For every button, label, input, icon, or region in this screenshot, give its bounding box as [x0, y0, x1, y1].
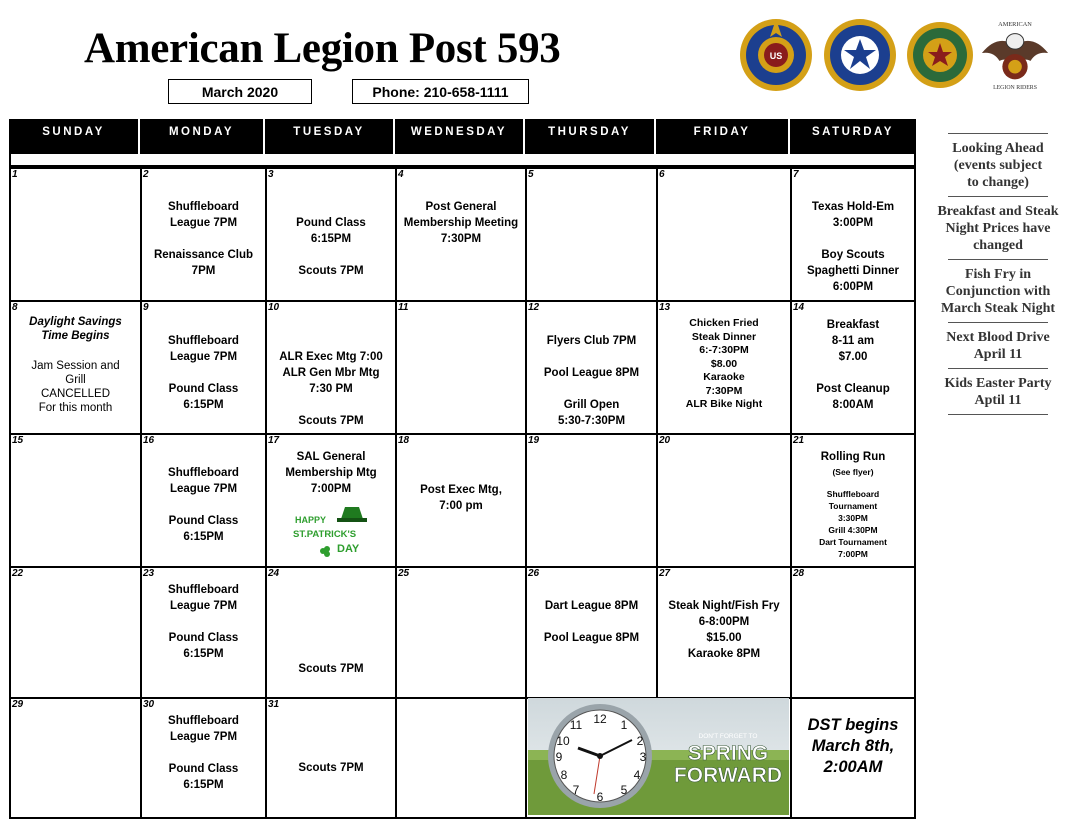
event-text: ALR Exec Mtg 7:00 ALR Gen Mbr Mtg 7:30 PM Scouts 7PM [279, 351, 383, 427]
day-number: 14 [793, 302, 805, 313]
event-text: Shuffleboard League 7PM Pound Class 6:15PM [168, 335, 239, 411]
sidebar-note: Next Blood Drive April 11 [946, 330, 1050, 362]
day-cell [395, 566, 525, 697]
event-text: SAL General Membership Mtg 7:00PM [285, 451, 377, 495]
day-number: 10 [268, 302, 280, 313]
sons-of-legion-emblem-icon [904, 15, 980, 95]
divider [948, 196, 1048, 197]
day-cell [9, 433, 140, 566]
day-number: 31 [268, 699, 280, 710]
day-cell [790, 300, 916, 433]
spring-forward-small-text: DON'T FORGET TO [698, 733, 758, 740]
day-header-sunday: SUNDAY [9, 119, 140, 154]
day-number: 27 [659, 568, 671, 579]
svg-text:6: 6 [596, 790, 604, 804]
day-header-wednesday: WEDNESDAY [395, 119, 525, 154]
day-cell [656, 566, 790, 697]
day-number: 30 [143, 699, 155, 710]
svg-text:4: 4 [633, 768, 641, 782]
day-cell [9, 300, 140, 433]
day-cell [790, 697, 916, 819]
day-cell [140, 697, 265, 819]
event-text-cancelled: Jam Session and Grill CANCELLED For this month [31, 360, 120, 414]
day-number: 28 [793, 568, 805, 579]
day-cell [525, 300, 656, 433]
looking-ahead-sidebar [928, 128, 1068, 421]
day-number: 2 [143, 169, 149, 180]
event-text: Texas Hold-Em 3:00PM Boy Scouts Spaghetti Dinner 6:00PM [806, 201, 899, 293]
day-cell [265, 300, 395, 433]
header-strip [9, 154, 916, 167]
american-legion-emblem-icon [738, 15, 814, 95]
spring-forward-graphic [528, 698, 789, 815]
event-text: Rolling Run [820, 451, 886, 463]
day-cell [140, 167, 265, 300]
event-text: Post Exec Mtg, 7:00 pm [420, 484, 502, 512]
day-number: 9 [143, 302, 149, 313]
spring-text: SPRING [687, 742, 769, 765]
event-text: Chicken Fried Steak Dinner 6:-7:30PM $8.00 Karaoke 7:30PM ALR Bike Night [685, 317, 763, 410]
svg-text:2: 2 [636, 734, 644, 748]
event-text: Shuffleboard League 7PM Pound Class 6:15PM [168, 467, 239, 543]
day-cell [9, 697, 140, 819]
svg-text:8: 8 [560, 768, 568, 782]
day-cell [265, 167, 395, 300]
day-cell [265, 433, 395, 566]
day-number: 22 [12, 568, 24, 579]
svg-text:7: 7 [572, 783, 580, 797]
day-cell [395, 167, 525, 300]
day-text: DAY [337, 543, 360, 555]
day-cell [9, 566, 140, 697]
day-cell [790, 167, 916, 300]
day-number: 20 [659, 435, 671, 446]
event-text-schedule: Shuffleboard Tournament 3:30PM Grill 4:30PM Dart Tournament 7:00PM [819, 489, 887, 559]
riders-bottom-text: LEGION RIDERS [993, 85, 1037, 92]
divider [948, 322, 1048, 323]
day-number: 7 [793, 169, 799, 180]
day-cell [790, 566, 916, 697]
day-cell [395, 697, 525, 819]
day-cell [656, 300, 790, 433]
svg-text:9: 9 [555, 750, 563, 764]
day-number: 15 [12, 435, 24, 446]
event-text: Scouts 7PM [298, 663, 364, 675]
sidebar-note: Kids Easter Party Aptil 11 [944, 376, 1052, 408]
day-number: 1 [12, 169, 18, 180]
day-header-saturday: SATURDAY [790, 119, 916, 154]
day-number: 4 [398, 169, 404, 180]
happy-text: HAPPY [295, 515, 327, 525]
svg-text:11: 11 [569, 718, 583, 732]
day-cell [265, 566, 395, 697]
event-text: Scouts 7PM [298, 762, 364, 774]
day-header-tuesday: TUESDAY [265, 119, 395, 154]
day-number: 17 [268, 435, 280, 446]
day-cell [525, 167, 656, 300]
day-number: 13 [659, 302, 671, 313]
day-number: 5 [528, 169, 534, 180]
legion-riders-emblem-icon [978, 15, 1052, 95]
event-text: Daylight Savings Time Begins [29, 316, 122, 342]
event-text: Shuffleboard League 7PM Pound Class 6:15PM [168, 715, 239, 791]
day-number: 23 [143, 568, 155, 579]
day-number: 21 [793, 435, 805, 446]
sidebar-note: Breakfast and Steak Night Prices have changed [937, 204, 1059, 253]
event-text: Dart League 8PM Pool League 8PM [543, 600, 640, 644]
dst-note: DST begins March 8th, 2:00AM [807, 716, 899, 776]
auxiliary-emblem-icon [822, 15, 898, 95]
day-number: 19 [528, 435, 540, 446]
svg-text:1: 1 [620, 718, 628, 732]
day-header-friday: FRIDAY [656, 119, 790, 154]
day-cell [656, 167, 790, 300]
day-number: 12 [528, 302, 540, 313]
day-number: 25 [398, 568, 410, 579]
page-title: American Legion Post 593 [84, 25, 561, 72]
st-patricks-day-graphic [291, 505, 373, 559]
event-text: Pound Class 6:15PM Scouts 7PM [296, 217, 366, 277]
day-number: 8 [12, 302, 18, 313]
divider [948, 133, 1048, 134]
event-text: Flyers Club 7PM Pool League 8PM Grill Open 5:30-7:30PM [543, 335, 640, 427]
day-cell [140, 566, 265, 697]
day-number: 24 [268, 568, 280, 579]
sidebar-heading: Looking Ahead (events subject to change) [952, 141, 1044, 190]
month-label: March 2020 [168, 79, 312, 104]
day-number: 26 [528, 568, 540, 579]
day-cell [265, 697, 395, 819]
day-cell [525, 566, 656, 697]
day-number: 29 [12, 699, 24, 710]
day-cell [790, 433, 916, 566]
event-text: Post General Membership Meeting 7:30PM [403, 201, 519, 245]
divider [948, 368, 1048, 369]
st-pats-text: ST.PATRICK'S [293, 529, 357, 540]
day-cell [140, 300, 265, 433]
event-text: Steak Night/Fish Fry 6-8:00PM $15.00 Karaoke 8PM [668, 600, 780, 660]
riders-top-text: AMERICAN [998, 20, 1032, 28]
day-cell [395, 433, 525, 566]
day-cell [9, 167, 140, 300]
day-number: 16 [143, 435, 155, 446]
day-number: 3 [268, 169, 274, 180]
day-cell [656, 433, 790, 566]
event-text: Shuffleboard League 7PM Renaissance Club 7PM [153, 201, 254, 277]
svg-text:10: 10 [556, 734, 570, 748]
day-cell [140, 433, 265, 566]
svg-text:12: 12 [593, 712, 607, 726]
event-text-note: (See flyer) [832, 467, 874, 477]
forward-text: FORWARD [673, 764, 783, 787]
day-header-monday: MONDAY [140, 119, 265, 154]
day-cell [395, 300, 525, 433]
divider [948, 259, 1048, 260]
phone-label: Phone: 210-658-1111 [352, 79, 529, 104]
day-number: 11 [398, 302, 409, 313]
day-number: 18 [398, 435, 410, 446]
svg-text:US: US [769, 51, 783, 61]
day-number: 6 [659, 169, 665, 180]
svg-text:3: 3 [639, 750, 647, 764]
svg-text:5: 5 [620, 783, 628, 797]
divider [948, 414, 1048, 415]
event-text: Shuffleboard League 7PM Pound Class 6:15PM [168, 584, 239, 660]
sidebar-note: Fish Fry in Conjunction with March Steak Night [940, 267, 1056, 316]
day-header-thursday: THURSDAY [525, 119, 656, 154]
event-text: Breakfast 8-11 am $7.00 Post Cleanup 8:00AM [816, 319, 890, 411]
day-cell [525, 433, 656, 566]
